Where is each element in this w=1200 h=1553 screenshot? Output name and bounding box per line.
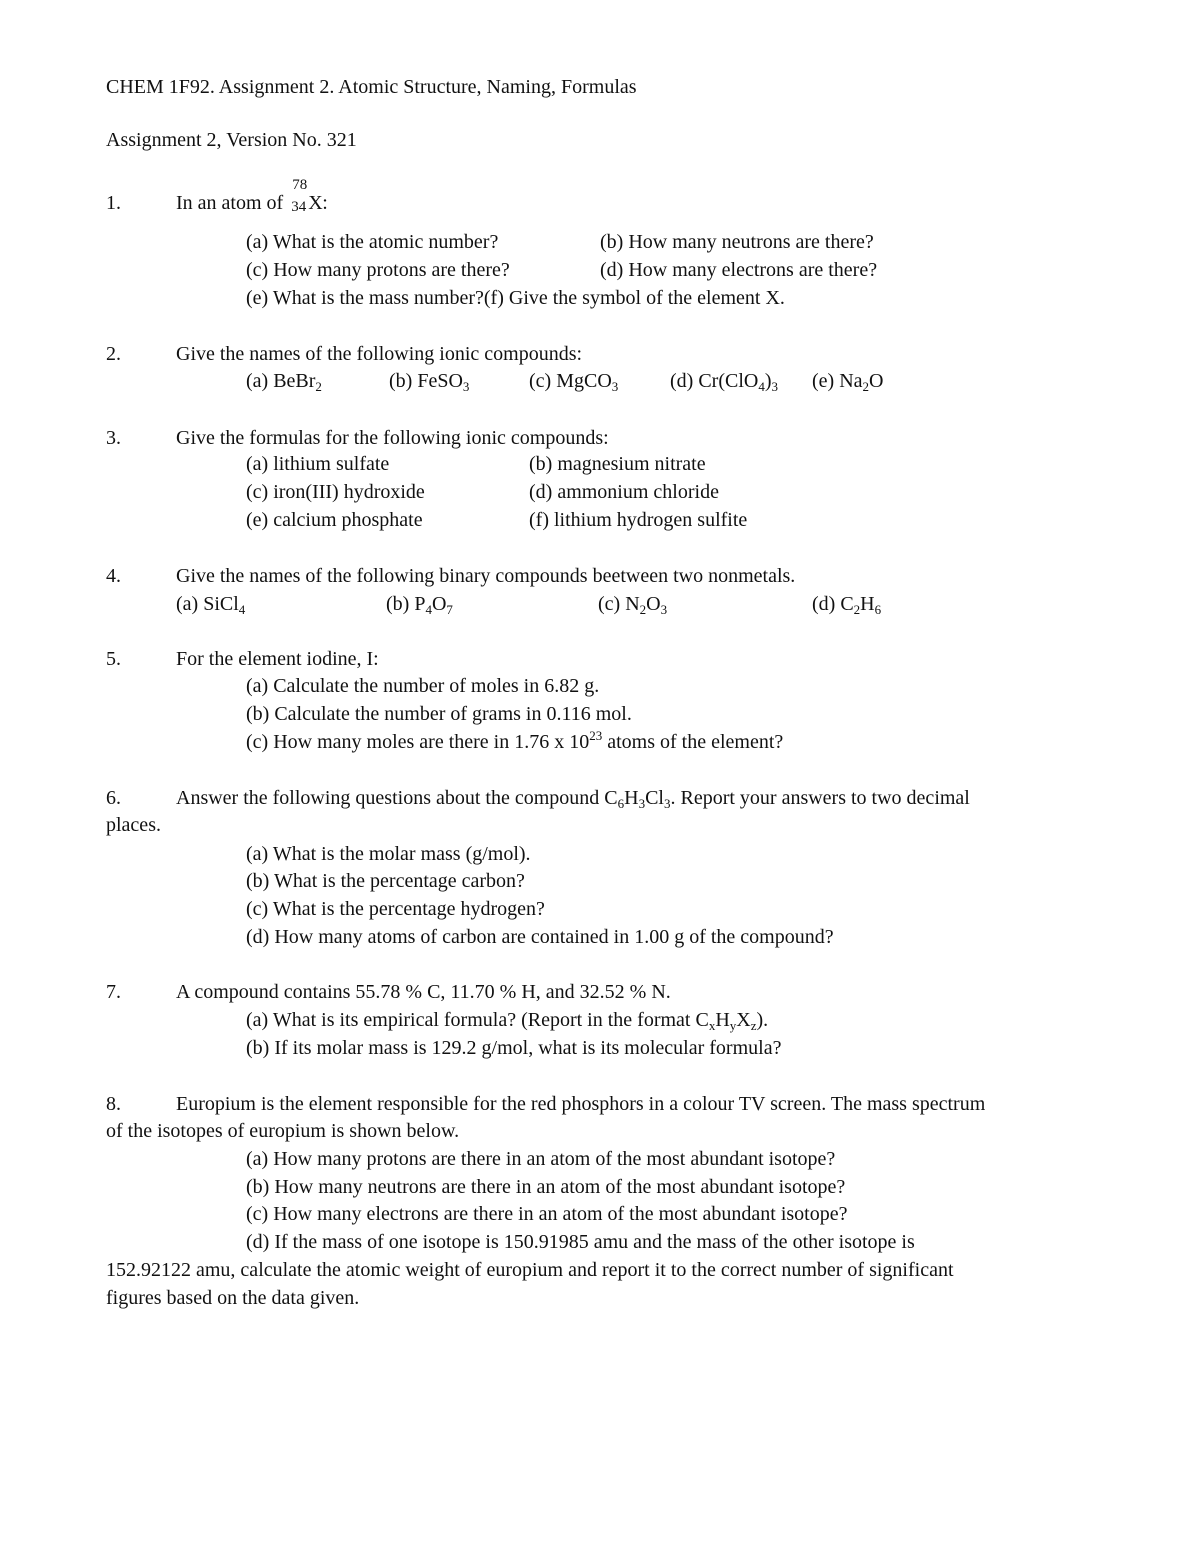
q8-part-d: (d) If the mass of one isotope is 150.91985 amu and the mass of the other isotope is: [246, 1231, 915, 1253]
q3-item-f: (f) lithium hydrogen sulfite: [529, 509, 748, 531]
q8-part-b: (b) How many neutrons are there in an atom of the most abundant isotope?: [246, 1176, 846, 1198]
version-line: Assignment 2, Version No. 321: [106, 129, 357, 151]
q4-item-d: (d) $C_2H_6$: [812, 593, 882, 617]
q8-text-continued: of the isotopes of europium is shown below.: [106, 1120, 460, 1142]
q1-nuclide-symbol: [288, 177, 323, 215]
q6-part-a: (a) What is the molar mass (g/mol).: [246, 843, 531, 865]
q1-mass-number: 78: [292, 177, 308, 193]
q4-item-a: (a) SiCl$_4$: [176, 593, 246, 617]
q6-part-c: (c) What is the percentage hydrogen?: [246, 898, 545, 920]
q8-number: 8.: [106, 1093, 121, 1115]
q5-part-a: (a) Calculate the number of moles in 6.82 g.: [246, 675, 600, 697]
q2-item-a: (a) BeBr$_2$: [246, 370, 322, 394]
q1-number: 1.: [106, 192, 121, 214]
q3-text: Give the formulas for the following ionic compounds:: [176, 427, 609, 449]
q1-part-d: (d) How many electrons are there?: [600, 259, 878, 281]
q8-part-a: (a) How many protons are there in an atom of the most abundant isotope?: [246, 1148, 836, 1170]
q3-number: 3.: [106, 427, 121, 449]
page-title: CHEM 1F92. Assignment 2. Atomic Structure, Naming, Formulas: [106, 76, 637, 98]
q2-item-d: (d) $Cr(ClO_4)_3$: [670, 370, 778, 394]
q5-part-b: (b) Calculate the number of grams in 0.116 mol.: [246, 703, 632, 725]
q1-part-e-f: (e) What is the mass number?(f) Give the symbol of the element X.: [246, 287, 785, 309]
q1-part-c: (c) How many protons are there?: [246, 259, 510, 281]
q5-number: 5.: [106, 648, 121, 670]
q8-part-c: (c) How many electrons are there in an atom of the most abundant isotope?: [246, 1203, 848, 1225]
q6-part-d: (d) How many atoms of carbon are contained in 1.00 g of the compound?: [246, 926, 834, 948]
q6-text: Answer the following questions about the compound $C_6H_3Cl_3$. Report your answers to two decimal: [176, 787, 970, 811]
q6-text-continued: places.: [106, 814, 161, 836]
q2-item-e: (e) $Na_2O$: [812, 370, 884, 394]
q7-number: 7.: [106, 981, 121, 1003]
q3-item-d: (d) ammonium chloride: [529, 481, 719, 503]
q1-stem: [176, 177, 328, 215]
q1-text: In an atom of: [176, 192, 284, 214]
q3-item-c: (c) iron(III) hydroxide: [246, 481, 425, 503]
q2-text: Give the names of the following ionic compounds:: [176, 343, 583, 365]
q8-part-d-continued-2: figures based on the data given.: [106, 1287, 360, 1309]
q8-text: Europium is the element responsible for the red phosphors in a colour TV screen. The mass spectrum: [176, 1093, 986, 1115]
q1-atomic-number: 34: [291, 199, 307, 215]
q5-part-c: (c) How many moles are there in 1.76 x $10^{23}$ atoms of the element?: [246, 728, 784, 753]
q2-item-c: (c) MgCO$_3$: [529, 370, 619, 394]
q6-number: 6.: [106, 787, 121, 809]
q2-number: 2.: [106, 343, 121, 365]
q4-text: Give the names of the following binary compounds beetween two nonmetals.: [176, 565, 796, 587]
q4-item-c: (c) $N_2O_3$: [598, 593, 668, 617]
q2-item-b: (b) FeSO$_3$: [389, 370, 470, 394]
q1-element-symbol: X: [308, 192, 323, 214]
q1-part-b: (b) How many neutrons are there?: [600, 231, 874, 253]
q3-item-b: (b) magnesium nitrate: [529, 453, 706, 475]
q7-part-b: (b) If its molar mass is 129.2 g/mol, what is its molecular formula?: [246, 1037, 782, 1059]
q5-text: For the element iodine, I:: [176, 648, 379, 670]
q7-text: A compound contains 55.78 % C, 11.70 % H, and 32.52 % N.: [176, 981, 671, 1003]
q7-part-a: (a) What is its empirical formula? (Report in the format $C_xH_yX_z$).: [246, 1009, 769, 1033]
q6-part-b: (b) What is the percentage carbon?: [246, 870, 525, 892]
q3-item-e: (e) calcium phosphate: [246, 509, 423, 531]
q1-colon: :: [322, 192, 328, 214]
q4-item-b: (b) $P_4O_7$: [386, 593, 453, 617]
q4-number: 4.: [106, 565, 121, 587]
q8-part-d-continued-1: 152.92122 amu, calculate the atomic weight of europium and report it to the correct number of significant: [106, 1259, 954, 1281]
q1-part-a: (a) What is the atomic number?: [246, 231, 499, 253]
q3-item-a: (a) lithium sulfate: [246, 453, 390, 475]
